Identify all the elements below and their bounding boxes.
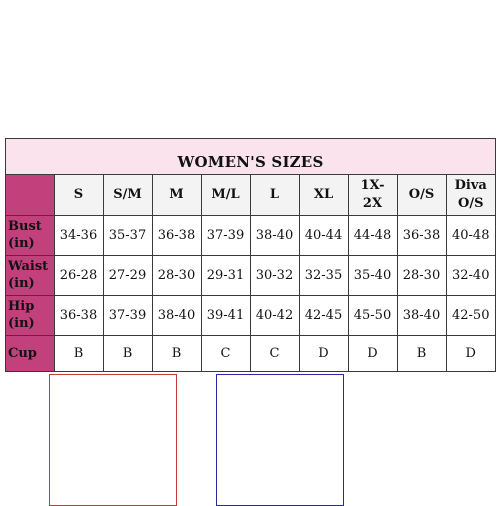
size-header-row (6, 175, 495, 215)
table-cell: 40-48 (446, 215, 495, 255)
size-chart (5, 138, 496, 372)
table-row-waist (6, 255, 495, 295)
table-cell: 35-37 (103, 215, 152, 255)
table-cell: 36-38 (397, 215, 446, 255)
size-header-text: XL (313, 186, 334, 202)
table-cell: 26-28 (54, 255, 103, 295)
size-header-o-s (397, 175, 446, 215)
table-cell: 40-42 (250, 295, 299, 335)
size-header-text: 1X- (360, 177, 385, 193)
size-header-s-m (103, 175, 152, 215)
size-header-s (54, 175, 103, 215)
size-header-m (152, 175, 201, 215)
row-label-text: Bust (8, 219, 42, 234)
table-cell: C (250, 335, 299, 371)
red-outline-box (49, 374, 177, 506)
row-label-cup (6, 335, 54, 371)
table-cell: 36-38 (54, 295, 103, 335)
size-header-text: 2X (362, 195, 383, 211)
row-label-text: (in) (8, 316, 35, 331)
blue-outline-box (216, 374, 344, 506)
size-header-l (250, 175, 299, 215)
table-cell: C (201, 335, 250, 371)
size-header-text: L (269, 186, 280, 202)
size-header-xl (299, 175, 348, 215)
table-cell: 28-30 (397, 255, 446, 295)
row-label-text: Cup (8, 345, 37, 361)
row-label-waist (6, 255, 54, 295)
table-row-bust (6, 215, 495, 255)
table-cell: 37-39 (201, 215, 250, 255)
table-row-hip (6, 295, 495, 335)
table-cell: 30-32 (250, 255, 299, 295)
size-header-diva-o-s (446, 175, 495, 215)
table-cell: 44-48 (348, 215, 397, 255)
table-cell: 27-29 (103, 255, 152, 295)
table-cell: 38-40 (152, 295, 201, 335)
table-cell: 29-31 (201, 255, 250, 295)
table-cell: 38-40 (397, 295, 446, 335)
table-cell: 32-40 (446, 255, 495, 295)
header-corner (6, 175, 54, 215)
table-cell: D (348, 335, 397, 371)
row-label-bust (6, 215, 54, 255)
size-header-text: Diva (454, 177, 487, 193)
size-header-text: O/S (408, 186, 435, 202)
table-cell: 42-45 (299, 295, 348, 335)
table-cell: 32-35 (299, 255, 348, 295)
table-cell: 36-38 (152, 215, 201, 255)
table-cell: D (299, 335, 348, 371)
table-cell: B (152, 335, 201, 371)
row-label-hip (6, 295, 54, 335)
table-cell: 39-41 (201, 295, 250, 335)
size-header-1x-2x (348, 175, 397, 215)
row-label-text: (in) (8, 276, 35, 291)
table-cell: B (54, 335, 103, 371)
table-row-cup (6, 335, 495, 371)
row-label-text: Hip (8, 299, 35, 314)
size-header-text: S (73, 186, 84, 202)
size-header-m-l (201, 175, 250, 215)
table-cell: 38-40 (250, 215, 299, 255)
table-cell: 34-36 (54, 215, 103, 255)
table-cell: B (103, 335, 152, 371)
table-cell: 37-39 (103, 295, 152, 335)
row-label-text: (in) (8, 236, 35, 251)
size-header-text: S/M (113, 186, 142, 202)
chart-title: WOMEN'S SIZES (6, 139, 495, 175)
table-cell: 45-50 (348, 295, 397, 335)
size-header-text: O/S (458, 195, 484, 211)
table-cell: B (397, 335, 446, 371)
size-header-text: M (169, 186, 184, 202)
size-table (6, 175, 495, 371)
table-cell: D (446, 335, 495, 371)
table-cell: 40-44 (299, 215, 348, 255)
table-cell: 42-50 (446, 295, 495, 335)
table-cell: 35-40 (348, 255, 397, 295)
table-cell: 28-30 (152, 255, 201, 295)
row-label-text: Waist (8, 259, 49, 274)
size-header-text: M/L (211, 186, 240, 202)
